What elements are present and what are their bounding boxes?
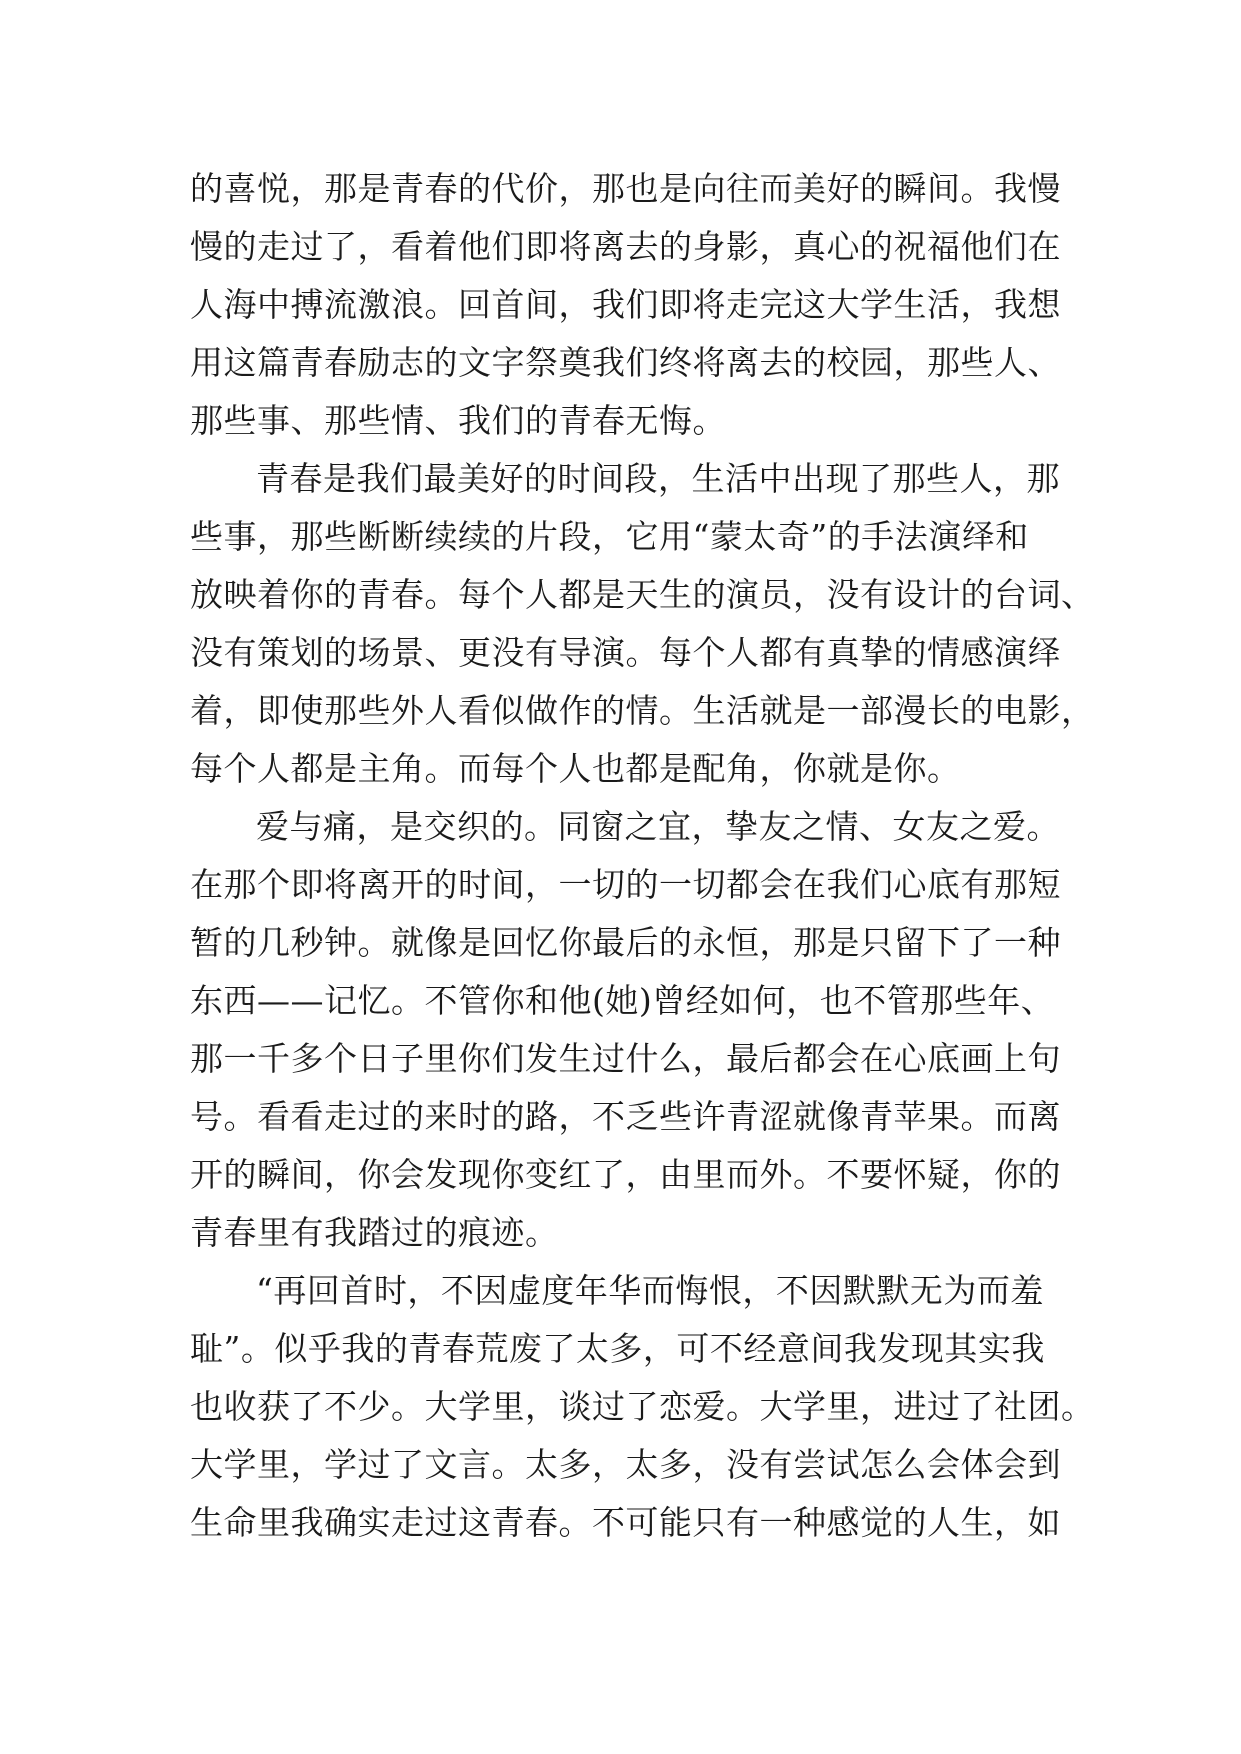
- text-line: 青春是我们最美好的时间段，生活中出现了那些人，那: [256, 459, 1060, 498]
- text-line: 耻”。似乎我的青春荒废了太多，可不经意间我发现其实我: [190, 1329, 1045, 1368]
- document-body: [190, 160, 1095, 1552]
- text-line: 暂的几秒钟。就像是回忆你最后的永恒，那是只留下了一种: [190, 923, 1061, 962]
- text-line: 生命里我确实走过这青春。不可能只有一种感觉的人生，如: [190, 1503, 1061, 1542]
- text-line: 大学里，学过了文言。太多，太多，没有尝试怎么会体会到: [190, 1445, 1061, 1484]
- text-line: 那一千多个日子里你们发生过什么，最后都会在心底画上句: [190, 1039, 1061, 1078]
- text-line: 在那个即将离开的时间，一切的一切都会在我们心底有那短: [190, 865, 1061, 904]
- paragraph: [190, 798, 1061, 1262]
- text-line: 每个人都是主角。而每个人也都是配角，你就是你。: [190, 749, 961, 788]
- paragraph: [190, 160, 1061, 450]
- text-line: 些事，那些断断续续的片段，它用“蒙太奇”的手法演绎和: [190, 517, 1029, 556]
- text-line: 那些事、那些情、我们的青春无悔。: [190, 401, 726, 440]
- text-line: 放映着你的青春。每个人都是天生的演员，没有设计的台词、: [190, 575, 1095, 614]
- text-line: 也收获了不少。大学里，谈过了恋爱。大学里，进过了社团。: [190, 1387, 1095, 1426]
- text-line: 的喜悦，那是青春的代价，那也是向往而美好的瞬间。我慢: [190, 169, 1061, 208]
- text-line: 慢的走过了，看着他们即将离去的身影，真心的祝福他们在: [190, 227, 1061, 266]
- text-line: 没有策划的场景、更没有导演。每个人都有真挚的情感演绎: [190, 633, 1061, 672]
- text-line: 东西——记忆。不管你和他(她)曾经如何，也不管那些年、: [190, 981, 1055, 1020]
- text-line: 人海中搏流激浪。回首间，我们即将走完这大学生活，我想: [190, 285, 1061, 324]
- paragraph: [190, 1262, 1095, 1552]
- paragraph: [190, 450, 1095, 798]
- text-line: 青春里有我踏过的痕迹。: [190, 1213, 559, 1252]
- text-line: “再回首时，不因虚度年华而悔恨，不因默默无为而羞: [256, 1271, 1044, 1310]
- text-line: 着，即使那些外人看似做作的情。生活就是一部漫长的电影，: [190, 691, 1095, 730]
- text-line: 爱与痛，是交织的。同窗之宜，挚友之情、女友之爱。: [256, 807, 1060, 846]
- text-line: 开的瞬间，你会发现你变红了，由里而外。不要怀疑，你的: [190, 1155, 1061, 1194]
- text-line: 用这篇青春励志的文字祭奠我们终将离去的校园，那些人、: [190, 343, 1061, 382]
- text-line: 号。看看走过的来时的路，不乏些许青涩就像青苹果。而离: [190, 1097, 1061, 1136]
